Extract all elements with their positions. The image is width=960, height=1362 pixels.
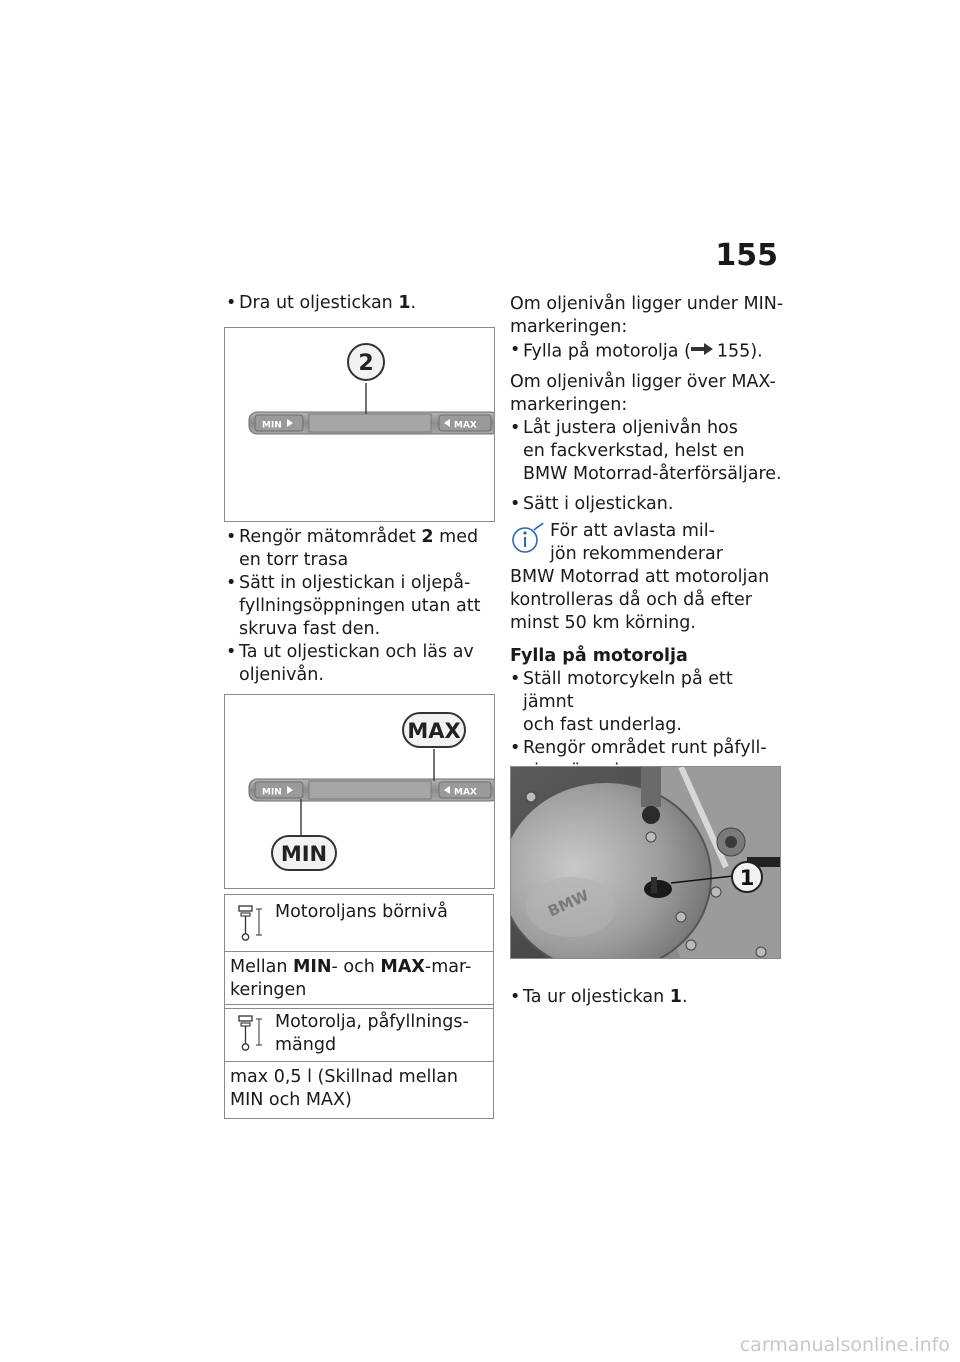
steps-clean-insert — [226, 526, 496, 687]
list-item: • Rengör området runt påfyll- — [510, 738, 767, 758]
step-insert-dipstick: • Sätt i oljestickan. — [510, 494, 674, 514]
dipstick-measure-zone — [309, 781, 431, 799]
dipstick-min-label: MIN — [262, 420, 282, 431]
oil-dipstick-icon — [233, 1011, 265, 1057]
callout-number-2: 2 — [358, 351, 374, 376]
oil-dipstick-icon — [233, 901, 265, 947]
bullet-dot: • — [226, 293, 237, 313]
engine-photo-illustration — [511, 767, 780, 958]
oil-filler-cap — [644, 880, 672, 898]
figure-engine-oil-filler — [510, 766, 781, 959]
step-remove-dipstick: • Ta ur oljestickan 1. — [510, 987, 688, 1007]
dipstick-measure-zone — [309, 414, 431, 432]
spec-table-oil-level — [224, 894, 494, 1009]
callout-min-text: MIN — [280, 842, 328, 866]
spec-table-oil-quantity — [224, 1004, 494, 1119]
step-workshop: • Låt justera oljenivån hos en fackverkstad, helst en BMW Motorrad-återförsäljare. — [510, 418, 782, 484]
figure-dipstick-min-max — [224, 694, 495, 889]
list-item: • Rengör mätområdet 2 med en torr trasa — [226, 527, 479, 570]
figure-dipstick-callout-2 — [224, 327, 495, 522]
spec-label: Motorolja, påfyllnings- mängd — [275, 1012, 469, 1055]
dipstick-max-label: MAX — [454, 787, 477, 798]
engine-logo-text: BMW — [545, 886, 592, 921]
environment-note: För att avlasta mil- jön rekommenderar BMW Motorrad att motoroljan kontrolleras då och då efter minst 50 km körning. — [510, 521, 770, 633]
dipstick-max-label: MAX — [454, 420, 477, 431]
dipstick-illustration — [225, 695, 494, 888]
callout-number-1: 1 — [739, 866, 755, 890]
spec-header — [225, 895, 493, 952]
page-ref-link[interactable]: 155 — [716, 341, 751, 362]
spec-label: Motoroljans börnivå — [275, 902, 448, 922]
section-heading: Fylla på motorolja — [510, 646, 688, 666]
step-pull-dipstick: • Dra ut oljestickan 1. — [226, 293, 417, 313]
condition-below-min: Om oljenivån ligger under MIN- markeringen: — [510, 294, 784, 337]
spec-header — [225, 1005, 493, 1062]
page-number: 155 — [715, 238, 778, 273]
list-item: • Ta ut oljestickan och läs av oljenivån. — [226, 642, 474, 685]
page-ref-arrow-icon — [691, 339, 713, 362]
watermark-footer: carmanualsonline.info — [739, 1334, 950, 1356]
dipstick-illustration — [225, 328, 494, 521]
list-item: • Ställ motorcykeln på ett jämnt och fast underlag. — [510, 669, 733, 735]
step-add-oil: • Fylla på motorolja ( 155). — [510, 340, 763, 362]
dipstick-min-label: MIN — [262, 787, 282, 798]
condition-above-max: Om oljenivån ligger över MAX- markeringen: — [510, 372, 776, 415]
spec-value: max 0,5 l (Skillnad mellan MIN och MAX) — [230, 1067, 459, 1110]
right-column-text — [510, 293, 785, 783]
callout-max-text: MAX — [407, 719, 461, 743]
spec-value: Mellan MIN- och MAX-mar- keringen — [230, 957, 472, 1000]
info-icon — [510, 522, 544, 563]
list-item: • Sätt in oljestickan i oljepå- fyllningsöppningen utan att skruva fast den. — [226, 573, 481, 639]
